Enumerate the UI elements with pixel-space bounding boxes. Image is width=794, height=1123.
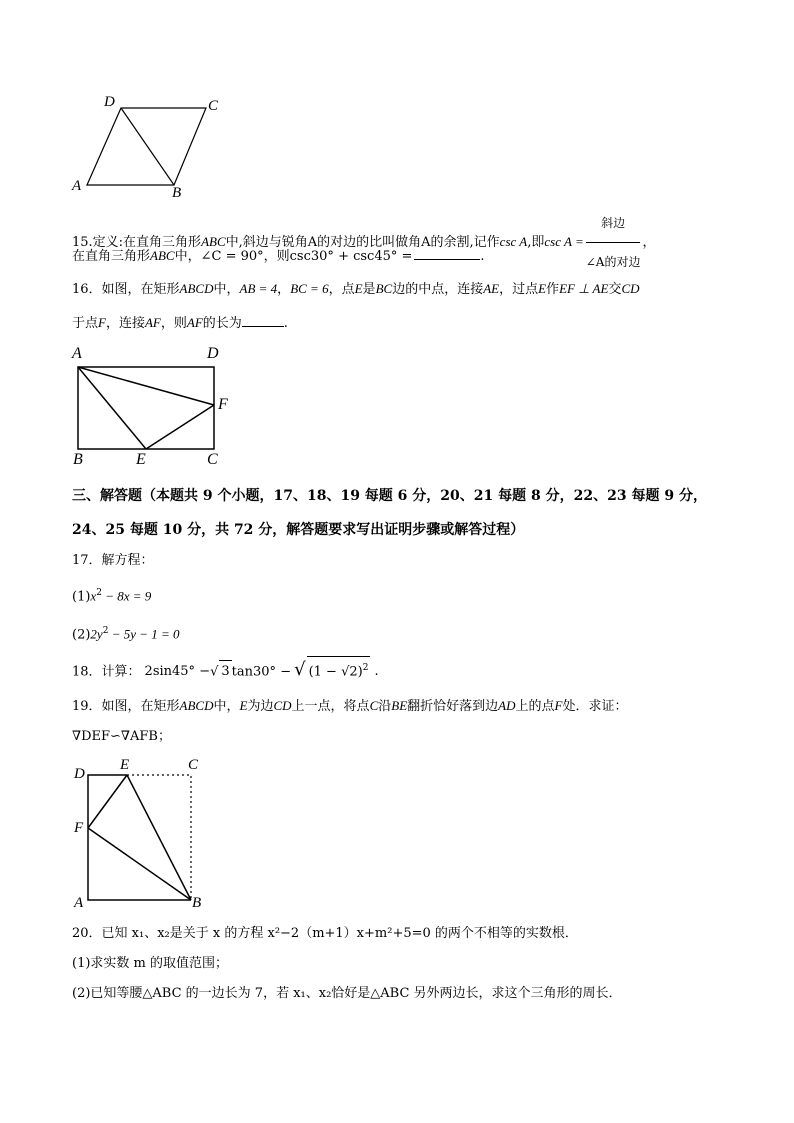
label-e: E [120, 757, 130, 773]
q19-text-1h: 处．求证： [562, 699, 628, 714]
q20-part-2: (2)已知等腰△ABC 的一边长为 7，若 x₁、x₂恰好是△ABC 另外两边长，求这个三角形的周长． [72, 986, 622, 1001]
segment-ae [78, 367, 146, 449]
label-d: D [207, 345, 219, 362]
q18-sup: 2 [362, 663, 369, 673]
q15-abc: ABC [201, 234, 226, 249]
q19-e: E [239, 698, 248, 713]
q16-cd: CD [621, 281, 640, 296]
label-a: A [72, 178, 82, 194]
q16-text-1g: ，过点 [499, 282, 539, 297]
q15-tail: ， [642, 235, 656, 250]
parallelogram-diagram [70, 95, 230, 205]
label-c: C [208, 98, 219, 114]
rectangle-q16-outline [78, 367, 214, 449]
parallelogram-outline [87, 108, 206, 185]
q19-cd: CD [273, 698, 292, 713]
q18-inner: (1 − √2) [308, 664, 363, 680]
q19-c: C [369, 698, 379, 713]
segment-eb [127, 775, 191, 900]
segment-af [78, 367, 214, 405]
section-3-line-1: 三、解答题（本题共 9 个小题，17、18、19 每题 6 分，20、21 每题 8 分，22、23 每题 9 分， [72, 488, 707, 504]
q17-part-2 [72, 622, 180, 644]
q16-e2: E [538, 281, 547, 296]
section-3-header [72, 486, 707, 540]
q17-p2-sup: 2 [102, 626, 109, 637]
q19-text-1a: 19．如图，在矩形 [72, 699, 180, 714]
q16-af2: AF [186, 315, 203, 330]
q16-text-2c: ，则 [160, 316, 187, 331]
rectangle-q19-solid-edges [88, 775, 191, 900]
label-a: A [72, 345, 82, 362]
label-b: B [73, 451, 83, 468]
q19-f: F [554, 698, 563, 713]
q19-abcd: ABCD [179, 698, 214, 713]
label-b: B [192, 895, 202, 911]
q16-bc: BC = 6 [290, 281, 329, 296]
label-a: A [74, 895, 84, 911]
q16-text-1: 16．如图，在矩形 [72, 282, 180, 297]
question-16 [72, 280, 732, 333]
label-e: E [136, 451, 146, 468]
q15-expression: csc30° + csc45° = [289, 249, 413, 264]
q16-ef-perp-ae: EF ⊥ AE [559, 281, 609, 296]
q17-title: 17．解方程： [72, 553, 154, 568]
question-19 [72, 697, 627, 746]
q19-text-1d: 上一点，将点 [291, 699, 370, 714]
parallelogram-diagonal [121, 108, 174, 185]
q17-part-1 [72, 584, 180, 606]
q17-p2-rest: − 5y − 1 = 0 [108, 626, 180, 642]
q18-big-sqrt-symbol: √ [294, 659, 306, 681]
q17-p1-sup: 2 [96, 588, 102, 598]
q16-text-2a: 于点 [72, 316, 99, 331]
q19-text-1b: 中， [213, 699, 240, 714]
question-20 [72, 925, 622, 1003]
q15-line2-c: ，则 [263, 249, 290, 264]
q16-ae: AE [483, 281, 500, 296]
q17-p2-2y: 2y [90, 626, 103, 642]
q17-p1-x: x [90, 588, 97, 604]
q16-text-1i: 交 [608, 282, 622, 297]
label-d: D [74, 766, 85, 782]
q19-text-1g: 上的点 [515, 699, 555, 714]
q16-text-1h: 作 [546, 282, 560, 297]
q16-text-1f: 边的中点，连接 [392, 282, 484, 297]
section-3-line-2: 24、25 每题 10 分，共 72 分，解答题要求写出证明步骤或解答过程） [72, 522, 525, 538]
q20-part-1: (1)求实数 m 的取值范围； [72, 956, 229, 971]
q16-text-1d: ，点 [328, 282, 355, 297]
q15-line2-abc: ABC [150, 248, 175, 263]
q15-text-2: 中,斜边与锐角A的对边的比叫做角A的余割,记作 [225, 235, 500, 250]
q19-be: BE [391, 698, 408, 713]
q15-csc-a-eq: csc A = [544, 234, 584, 249]
q19-text-1e: 沿 [378, 699, 392, 714]
q17-p1-rest: − 8x = 9 [101, 588, 152, 604]
q15-text-3: ,即 [527, 235, 545, 250]
q15-end: . [480, 249, 485, 264]
q15-answer-blank[interactable] [414, 247, 480, 260]
q18-expr-1: 2sin45° − [144, 664, 211, 680]
q15-angle-c: ∠C = 90° [200, 249, 264, 264]
q16-text-2b: ，连接 [105, 316, 145, 331]
question-18 [72, 656, 379, 683]
q16-text-1c: ， [277, 282, 291, 297]
q18-lead: 18．计算： [72, 664, 141, 680]
question-17 [72, 552, 180, 645]
q16-ab: AB = 4 [239, 281, 278, 296]
segment-fb [88, 828, 191, 900]
rectangle-q19-diagram [70, 757, 210, 915]
q16-answer-blank[interactable] [242, 314, 284, 327]
label-d: D [104, 94, 115, 110]
q19-line-2: ∇DEF∽∇AFB； [72, 729, 171, 744]
q16-end: . [283, 316, 288, 331]
q16-f: F [98, 315, 106, 330]
q19-text-1f: 翻折恰好落到边 [407, 699, 499, 714]
q18-end: . [374, 664, 379, 680]
label-c: C [207, 451, 218, 468]
q15-csc-a: csc A [499, 234, 528, 249]
q16-text-1e: 是 [362, 282, 376, 297]
label-f: F [74, 820, 84, 836]
q15-line2-b: 中， [174, 249, 201, 264]
q19-text-1c: 为边 [247, 699, 274, 714]
q16-abcd: ABCD [179, 281, 214, 296]
q16-text-1b: 中， [213, 282, 240, 297]
q20-line-1: 20．已知 x₁、x₂是关于 x 的方程 x²−2（m+1）x+m²+5=0 的两个不相等的实数根． [72, 926, 578, 941]
segment-ef [146, 405, 214, 449]
label-f: F [218, 396, 228, 413]
q16-bc2: BC [375, 281, 393, 296]
q17-p2-num: (2) [72, 627, 91, 643]
q16-e: E [354, 281, 363, 296]
q19-ad: AD [498, 698, 516, 713]
segment-ef [88, 775, 127, 828]
q16-text-2d: 的长为 [202, 316, 242, 331]
label-b: B [172, 185, 182, 201]
label-c: C [188, 757, 199, 773]
q18-sqrt-symbol: √ [210, 664, 219, 680]
q15-text-1: 15.定义:在直角三角形 [72, 235, 202, 250]
q15-fraction [586, 205, 641, 280]
q15-line2-a: 在直角三角形 [72, 249, 151, 264]
figure-rectangle-q16 [68, 345, 238, 470]
q18-sqrt-3: 3 [219, 660, 231, 683]
q16-af: AF [144, 315, 161, 330]
figure-parallelogram [70, 95, 230, 205]
q17-p1-num: (1) [72, 589, 91, 605]
q18-expr-2: tan30° − [231, 664, 292, 680]
q15-frac-denominator: ∠A的对边 [585, 255, 641, 269]
q15-frac-numerator: 斜边 [586, 205, 641, 243]
question-15 [72, 205, 732, 269]
figure-rectangle-q19 [70, 757, 210, 915]
q18-big-sqrt-inner [307, 656, 371, 683]
